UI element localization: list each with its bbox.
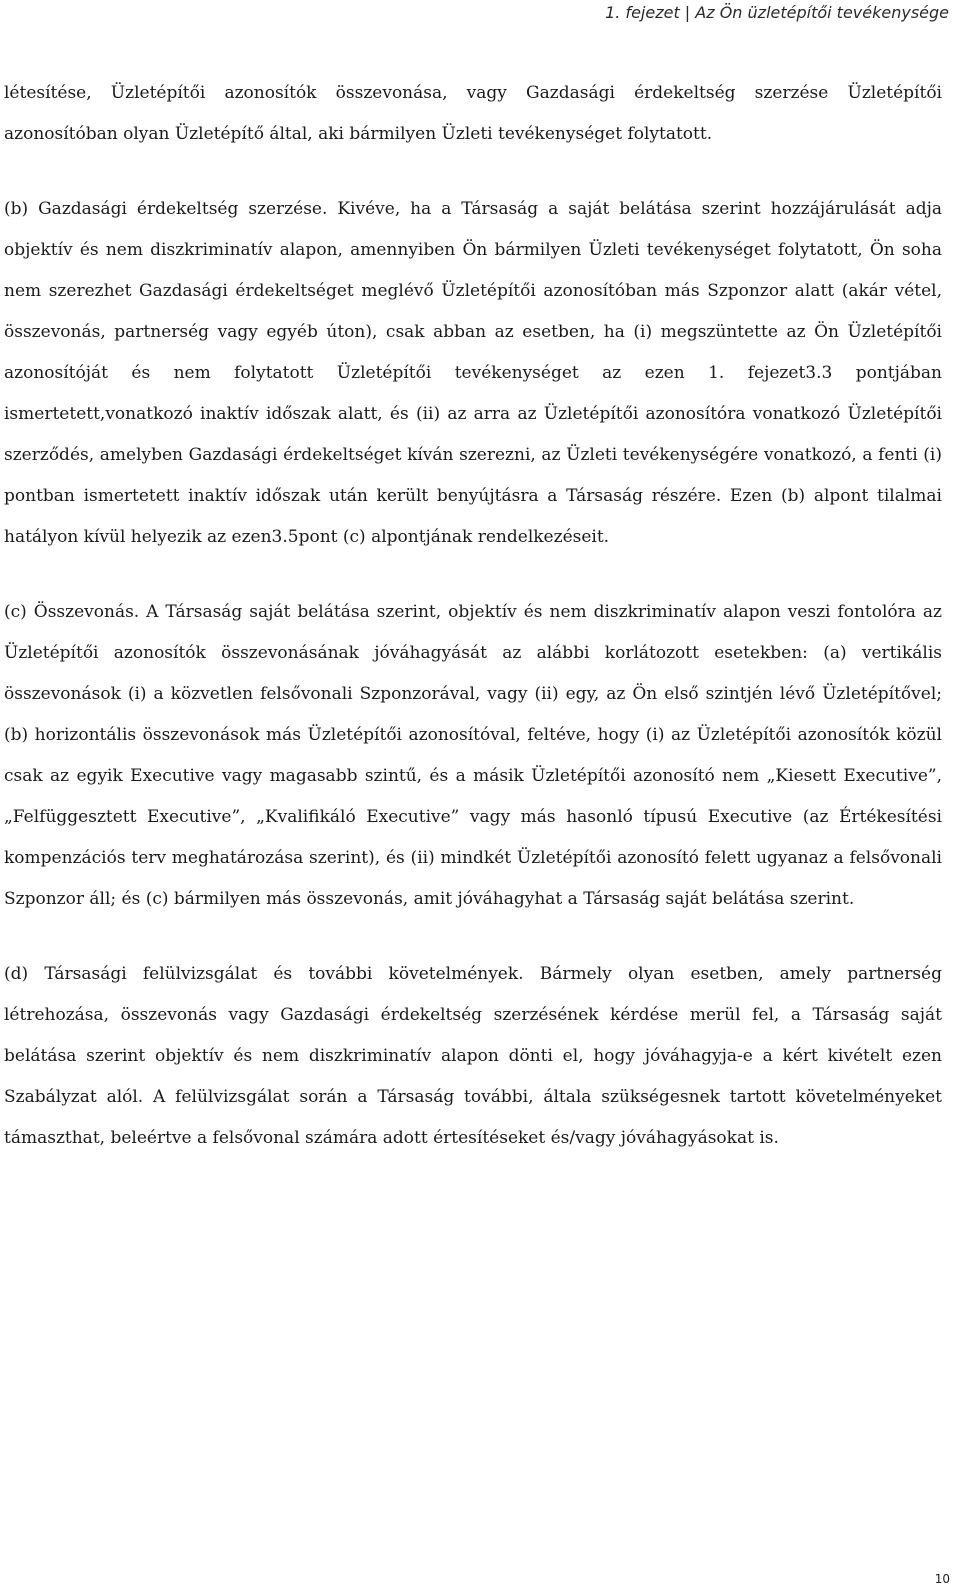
document-body (4, 73, 942, 1159)
paragraph-c-merger: (c) Összevonás. A Társaság saját belátása szerint, objektív és nem diszkriminatív alapon veszi fontolóra az Üzletépítői azonosítók összevonásának jóváhagyását az alábbi korlátozott esetekben: (a) vertikális összevonások (i) a közvetlen felsővonali Szponzorával, vagy (ii) egy, az Ön első szintjén lévő Üzletépítővel; (b) horizontális összevonások más Üzletépítői azonosítóval, feltéve, hogy (i) az Üzletépítői azonosítók közül csak az egyik Executive vagy magasabb szintű, és a másik Üzletépítői azonosító nem „Kiesett Executive”, „Felfüggesztett Executive”, „Kvalifikáló Executive” vagy más hasonló típusú Executive (az Értékesítési kompenzációs terv meghatározása szerint), és (ii) mindkét Üzletépítői azonosító felett ugyanaz a felsővonali Szponzor áll; és (c) bármilyen más összevonás, amit jóváhagyhat a Társaság saját belátása szerint. (4, 602, 942, 909)
paragraph-continuation: létesítése, Üzletépítői azonosítók összevonása, vagy Gazdasági érdekeltség szerzése Üzletépítői azonosítóban olyan Üzletépítő által, aki bármilyen Üzleti tevékenységet folytatott. (4, 83, 942, 144)
paragraph-b-economic-interest: (b) Gazdasági érdekeltség szerzése. Kivéve, ha a Társaság a saját belátása szerint hozzájárulását adja objektív és nem diszkriminatív alapon, amennyiben Ön bármilyen Üzleti tevékenységet folytatott, Ön soha nem szerezhet Gazdasági érdekeltséget meglévő Üzletépítői azonosítóban más Szponzor alatt (akár vétel, összevonás, partnerség vagy egyéb úton), csak abban az esetben, ha (i) megszüntette az Ön Üzletépítői azonosítóját és nem folytatott Üzletépítői tevékenységet az ezen 1. fejezet3.3 pontjában ismertetett,vonatkozó inaktív időszak alatt, és (ii) az arra az Üzletépítői azonosítóra vonatkozó Üzletépítői szerződés, amelyben Gazdasági érdekeltséget kíván szerezni, az Üzleti tevékenységére vonatkozó, a fenti (i) pontban ismertetett inaktív időszak után került benyújtásra a Társaság részére. Ezen (b) alpont tilalmai hatályon kívül helyezik az ezen3.5pont (c) alpontjának rendelkezéseit. (4, 199, 942, 547)
paragraph-d-company-review: (d) Társasági felülvizsgálat és további követelmények. Bármely olyan esetben, amely partnerség létrehozása, összevonás vagy Gazdasági érdekeltség szerzésének kérdése merül fel, a Társaság saját belátása szerint objektív és nem diszkriminatív alapon dönti el, hogy jóváhagyja-e a kért kivételt ezen Szabályzat alól. A felülvizsgálat során a Társaság további, általa szükségesnek tartott követelményeket támaszthat, beleértve a felsővonal számára adott értesítéseket és/vagy jóváhagyásokat is. (4, 964, 942, 1148)
page-number: 10 (934, 1572, 950, 1586)
running-header: 1. fejezet | Az Ön üzletépítői tevékenysége (605, 3, 949, 22)
